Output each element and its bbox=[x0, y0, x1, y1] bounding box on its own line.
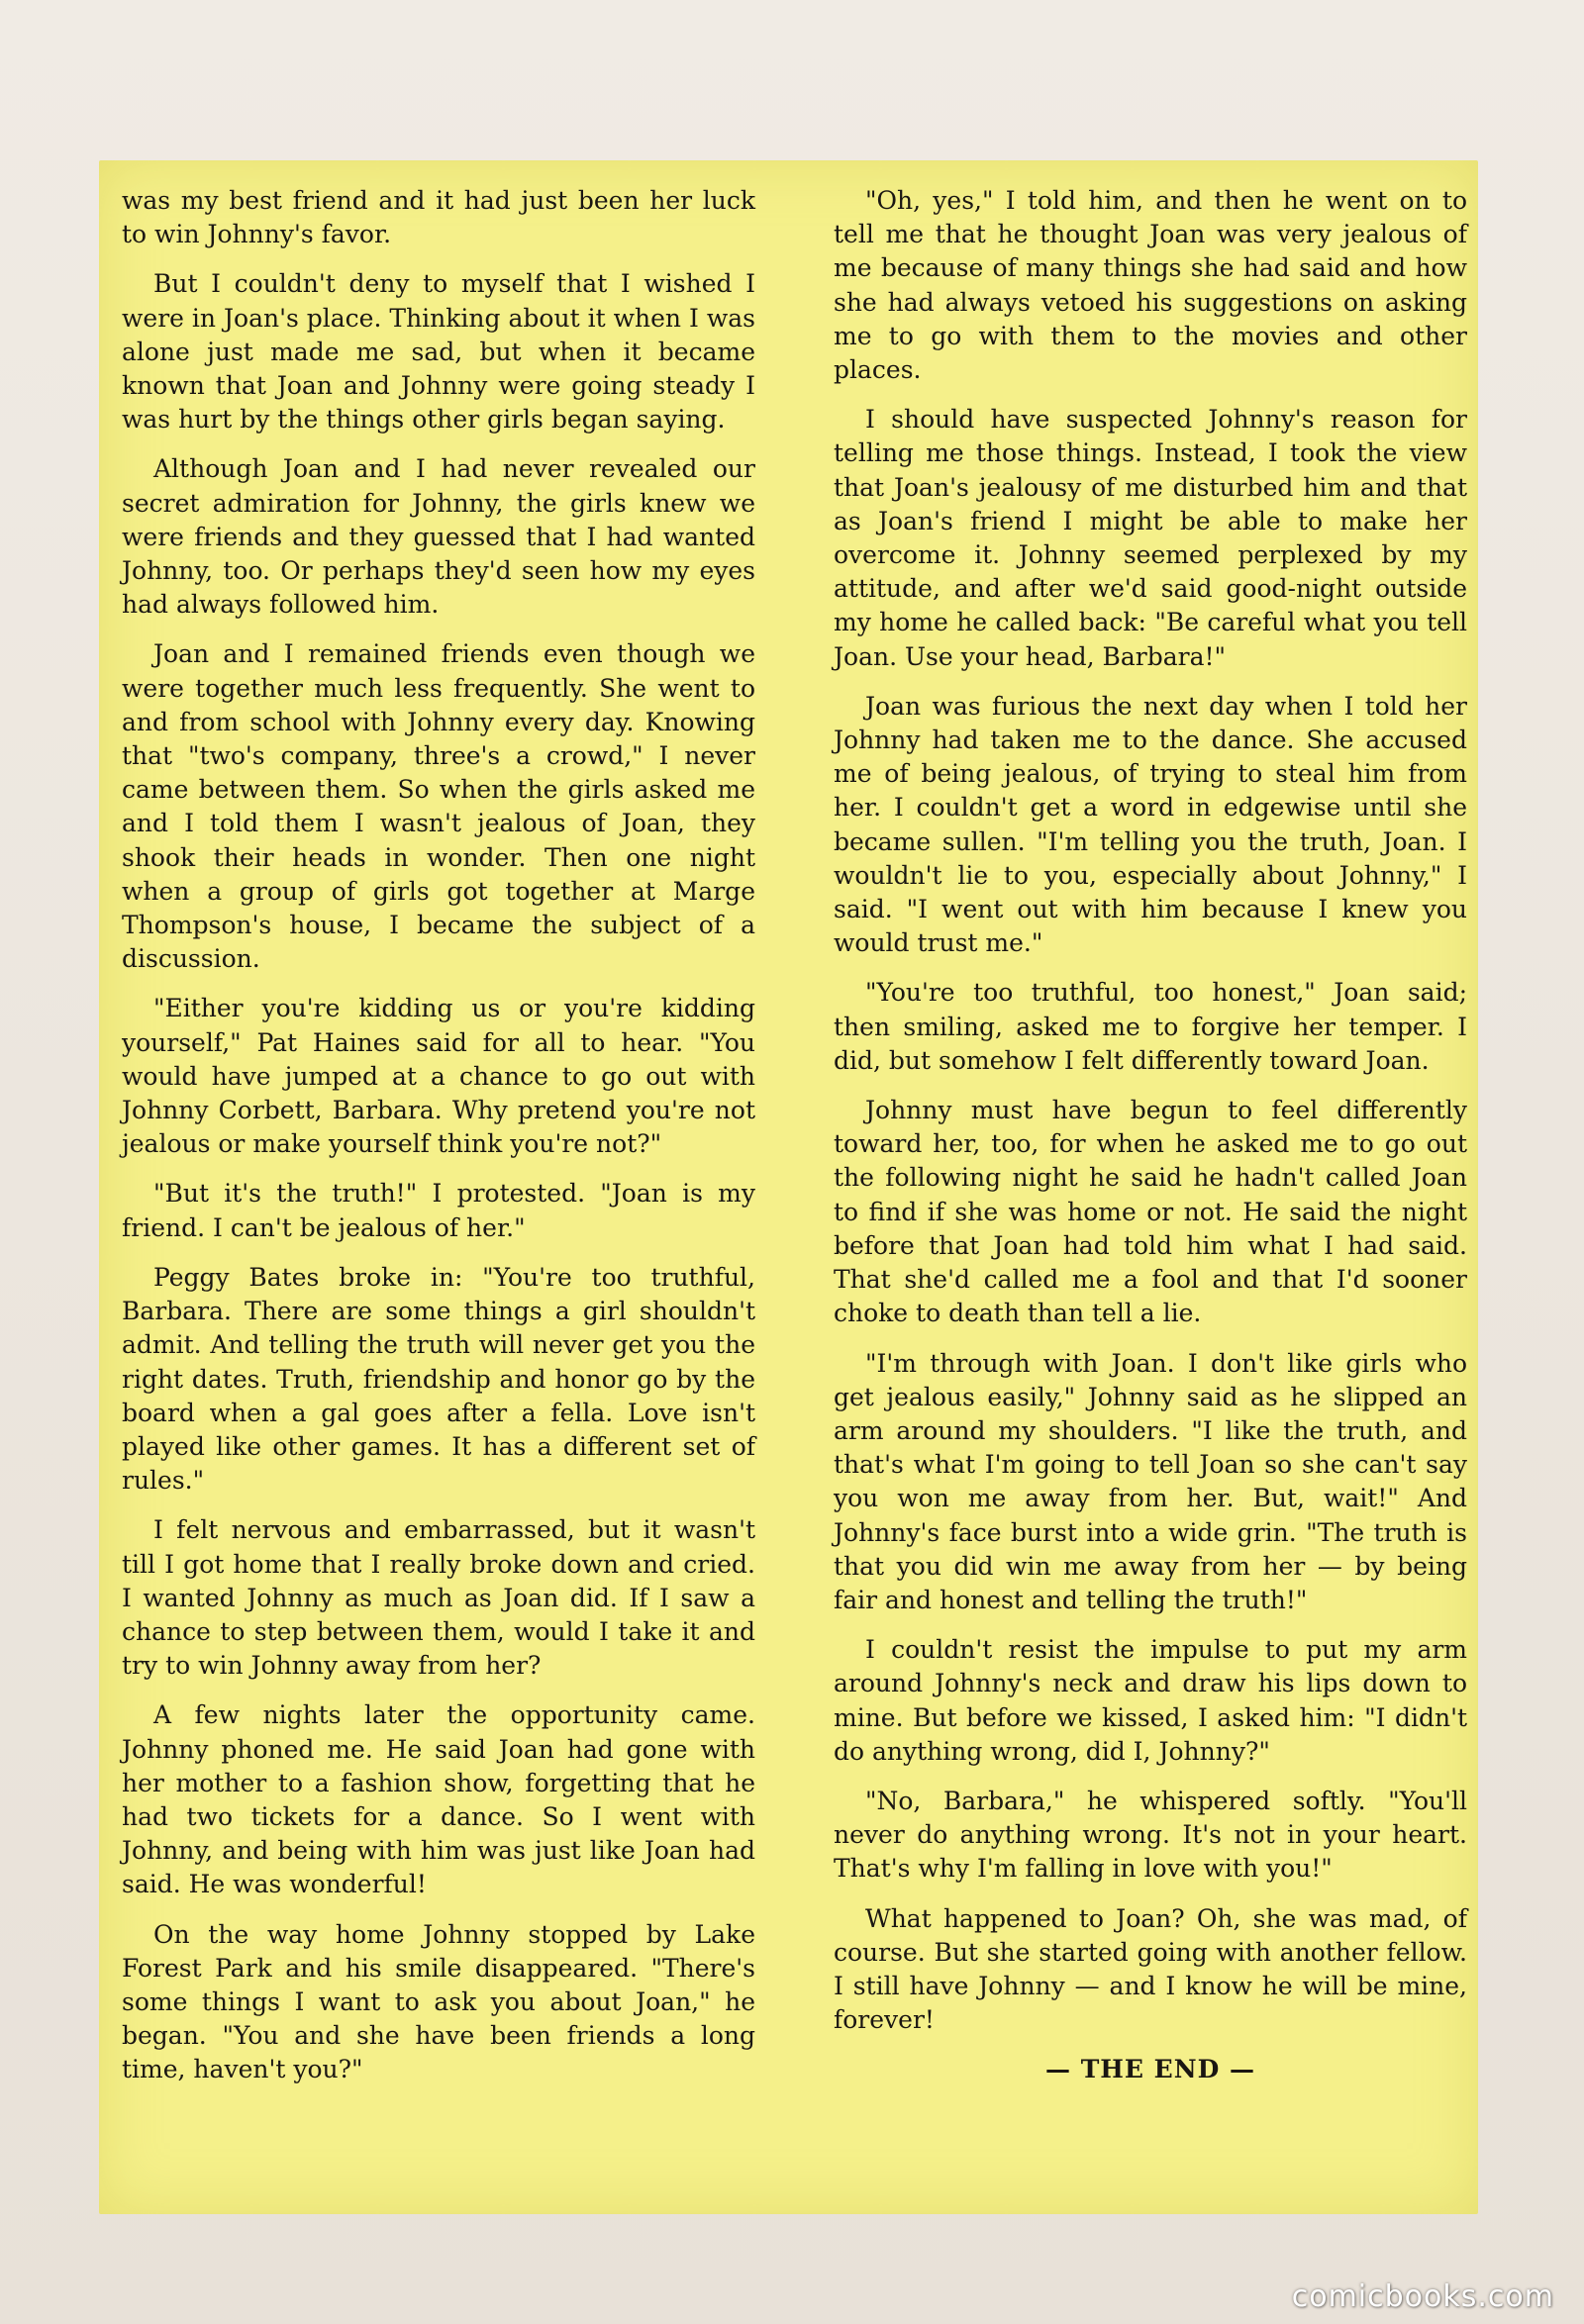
paragraph: On the way home Johnny stopped by Lake Forest Park and his smile disappeared. "There's some things I want to ask you about Joan," he began. "You and she have been friends a long time, haven't you?" bbox=[122, 1919, 755, 2084]
paragraph: I should have suspected Johnny's reason for telling me those things. Instead, I took the view that Joan's jealousy of me disturbed him and that as Joan's friend I might be able to make her overcome it. Johnny seemed perplexed by my attitude, and after we'd said good-night outside my home he called back: "Be careful what you tell Joan. Use your head, Barbara!" bbox=[834, 405, 1467, 671]
the-end-marker: — THE END — bbox=[1045, 2055, 1255, 2084]
paragraph: "But it's the truth!" I protested. "Joan is my friend. I can't be jealous of her." bbox=[122, 1179, 755, 1242]
paragraph: What happened to Joan? Oh, she was mad, of course. But she started going with another fellow. I still have Johnny — and I know he will be mine, forever! bbox=[834, 1903, 1467, 2035]
paragraph: Johnny must have begun to feel differently toward her, too, for when he asked me to go out the following night he said he hadn't called Joan to find if she was home or not. He said the night before that Joan had told him what I had said. That she'd called me a fool and that I'd sooner choke to death than tell a lie. bbox=[834, 1096, 1467, 1328]
paragraph: "Oh, yes," I told him, and then he went on to tell me that he thought Joan was very jealous of me because of many things she had said and how she had always vetoed his suggestions on asking me to go with them to the movies and other places. bbox=[834, 186, 1467, 385]
paragraph: "I'm through with Joan. I don't like girls who get jealous easily," Johnny said as he slipped an arm around my shoulders. "I like the truth, and that's what I'm going to tell Joan so she can't say you won me away from her. But, wait!" And Johnny's face burst into a wide grin. "The truth is that you did win me away from her — by being fair and honest and telling the truth!" bbox=[834, 1348, 1467, 1614]
paragraph: A few nights later the opportunity came. Johnny phoned me. He said Joan had gone with her mother to a fashion show, forgetting that he had two tickets for a dance. So I went with Johnny, and being with him was just like Joan had said. He was wonderful! bbox=[122, 1700, 755, 1899]
paragraph: But I couldn't deny to myself that I wished I were in Joan's place. Thinking about it when I was alone just made me sad, but when it became known that Joan and Johnny were going steady I was hurt by the things other girls began saying. bbox=[122, 269, 755, 435]
paragraph: Although Joan and I had never revealed our secret admiration for Johnny, the girls knew we were friends and they guessed that I had wanted Johnny, too. Or perhaps they'd seen how my eyes had always followed him. bbox=[122, 454, 755, 620]
paragraph: "You're too truthful, too honest," Joan said; then smiling, asked me to forgive her temper. I did, but somehow I felt differently toward Joan. bbox=[834, 978, 1467, 1075]
site-watermark: comicbooks.com bbox=[1291, 2279, 1554, 2314]
left-text-column bbox=[122, 184, 755, 2103]
paragraph: was my best friend and it had just been her luck to win Johnny's favor. bbox=[122, 186, 755, 249]
paragraph: "No, Barbara," he whispered softly. "You'll never do anything wrong. It's not in your heart. That's why I'm falling in love with you!" bbox=[834, 1786, 1467, 1884]
paragraph: Joan and I remained friends even though we were together much less frequently. She went to and from school with Johnny every day. Knowing that "two's company, three's a crowd," I never came between them. So when the girls asked me and I told them I wasn't jealous of Joan, they shook their heads in wonder. Then one night when a group of girls got together at Marge Thompson's house, I became the subject of a discussion. bbox=[122, 639, 755, 974]
paragraph: Joan was furious the next day when I told her Johnny had taken me to the dance. She accused me of being jealous, of trying to steal him from her. I couldn't get a word in edgewise until she became sullen. "I'm telling you the truth, Joan. I wouldn't lie to you, especially about Johnny," I said. "I went out with him because I knew you would trust me." bbox=[834, 691, 1467, 958]
paragraph: I felt nervous and embarrassed, but it wasn't till I got home that I really broke down and cried. I wanted Johnny as much as Joan did. If I saw a chance to step between them, would I take it and try to win Johnny away from her? bbox=[122, 1515, 755, 1681]
right-text-column bbox=[834, 184, 1467, 2103]
paragraph: I couldn't resist the impulse to put my arm around Johnny's neck and draw his lips down to mine. But before we kissed, I asked him: "I didn't do anything wrong, did I, Johnny?" bbox=[834, 1635, 1467, 1766]
paragraph: Peggy Bates broke in: "You're too truthful, Barbara. There are some things a girl shouldn't admit. And telling the truth will never get you the right dates. Truth, friendship and honor go by the board when a gal goes after a fella. Love isn't played like other games. It has a different set of rules." bbox=[122, 1262, 755, 1496]
paragraph: "Either you're kidding us or you're kidding yourself," Pat Haines said for all to hear. "You would have jumped at a chance to go out with Johnny Corbett, Barbara. Why pretend you're not jealous or make yourself think you're not?" bbox=[122, 994, 755, 1159]
